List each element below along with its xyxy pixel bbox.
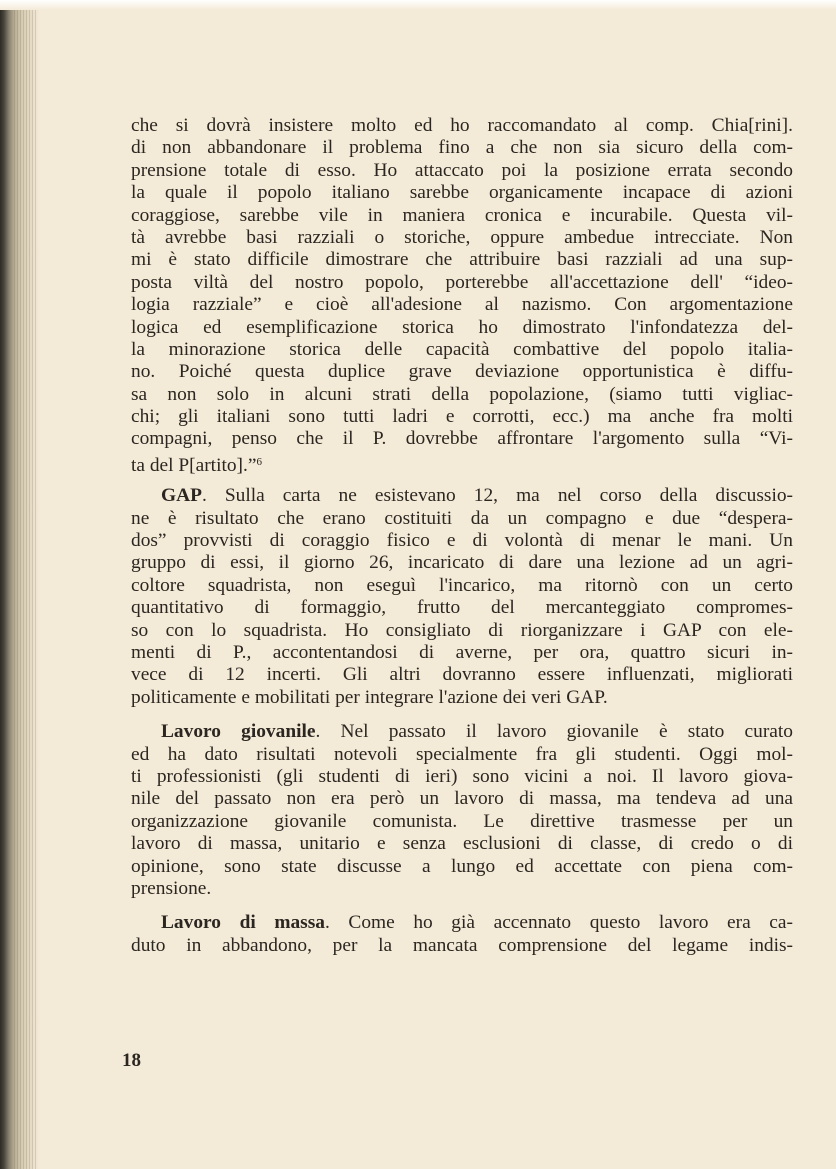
text-line: che si dovrà insistere molto ed ho raccomandato al comp. Chia[rini].	[131, 115, 793, 136]
paragraph-gap	[131, 485, 793, 709]
text-line-first	[131, 912, 793, 934]
text-line-content: . Come ho già accennato questo lavoro era ca-	[324, 912, 793, 934]
text-line: la quale il popolo italiano sarebbe organicamente incapace di azioni	[131, 182, 793, 204]
text-line: coltore squadrista, non eseguì l'incarico, ma ritornò con un certo	[131, 574, 793, 596]
text-line: logia razziale” e cioè all'adesione al nazismo. Con argomentazione	[131, 294, 793, 316]
text-line: ne è risultato che erano costituiti da un compagno e due “despera-	[131, 507, 793, 529]
paragraph-continued	[131, 115, 793, 476]
text-line: coraggiose, sarebbe vile in maniera cronica e incurabile. Questa vil-	[131, 204, 793, 226]
text-line: so con lo squadrista. Ho consigliato di riorganizzare i GAP con ele-	[131, 619, 793, 641]
text-line-first	[131, 485, 793, 507]
text-line-content: ta del P[artito].”	[131, 454, 257, 476]
text-line: chi; gli italiani sono tutti ladri e corrotti, ecc.) ma anche fra molti	[131, 406, 793, 428]
text-line-first	[131, 721, 793, 743]
text-line: compagni, penso che il P. dovrebbe affrontare l'argomento sulla “Vi-	[131, 428, 793, 450]
text-line: vece di 12 incerti. Gli altri dovranno essere influenzati, migliorati	[131, 664, 793, 686]
text-line: mi è stato difficile dimostrare che attribuire basi razziali ad una sup-	[131, 249, 793, 271]
text-line: dos” provvisti di coraggio fisico e di volontà di menar le mani. Un	[131, 530, 793, 552]
text-line: lavoro di massa, unitario e senza esclusioni di classe, di credo o di	[131, 833, 793, 855]
paragraph-lavoro-giovanile	[131, 721, 793, 900]
section-heading: Lavoro giovanile	[161, 721, 316, 743]
page-top-edge	[0, 0, 836, 10]
text-line: duto in abbandono, per la mancata comprensione del legame indis-	[131, 934, 793, 956]
paragraph-lavoro-di-massa	[131, 912, 793, 957]
text-line-content: . Sulla carta ne esistevano 12, ma nel corso della discussio-	[201, 485, 793, 507]
text-line-last: politicamente e mobilitati per integrare l'azione dei veri GAP.	[131, 686, 608, 708]
text-line: prensione totale di esso. Ho attaccato poi la posizione errata secondo	[131, 159, 793, 181]
text-line: opinione, sono state discusse a lungo ed accettate con piena com-	[131, 855, 793, 877]
text-line: logica ed esemplificazione storica ho dimostrato l'infondatezza del-	[131, 316, 793, 338]
section-heading: GAP	[161, 485, 202, 507]
text-line: nile del passato non era però un lavoro di massa, ma tendeva ad una	[131, 788, 793, 810]
text-line: tà avrebbe basi razziali o storiche, oppure ambedue intrecciate. Non	[131, 226, 793, 248]
text-line: menti di P., accontentandosi di averne, per ora, quattro sicuri in-	[131, 641, 793, 663]
page-edges	[14, 0, 36, 1169]
text-line: di non abbandonare il problema fino a che non sia sicuro della com-	[131, 137, 793, 159]
text-line-content: . Nel passato il lavoro giovanile è stato curato	[315, 721, 793, 743]
book-spine-shadow	[0, 0, 40, 1169]
text-line: ed ha dato risultati notevoli specialmente fra gli studenti. Oggi mol-	[131, 743, 793, 765]
text-line-last: prensione.	[131, 877, 212, 899]
text-line: posta viltà del nostro popolo, porterebbe all'accettazione dell' “ideo-	[131, 271, 793, 293]
text-line: organizzazione giovanile comunista. Le direttive trasmesse per un	[131, 810, 793, 832]
footnote-mark: 6	[256, 455, 262, 468]
page-number: 18	[122, 1050, 141, 1071]
text-line: no. Poiché questa duplice grave deviazione opportunistica è diffu-	[131, 361, 793, 383]
text-line: sa non solo in alcuni strati della popolazione, (siamo tutti vigliac-	[131, 383, 793, 405]
body-text	[131, 115, 793, 957]
text-line: quantitativo di formaggio, frutto del mercanteggiato compromes-	[131, 597, 793, 619]
text-line: la minorazione storica delle capacità combattive del popolo italia-	[131, 338, 793, 360]
section-heading: Lavoro di massa	[161, 912, 325, 934]
text-line-last	[131, 451, 793, 476]
text-line: gruppo di essi, il giorno 26, incaricato di dare una lezione ad un agri-	[131, 552, 793, 574]
text-line: ti professionisti (gli studenti di ieri) sono vicini a noi. Il lavoro giova-	[131, 765, 793, 787]
